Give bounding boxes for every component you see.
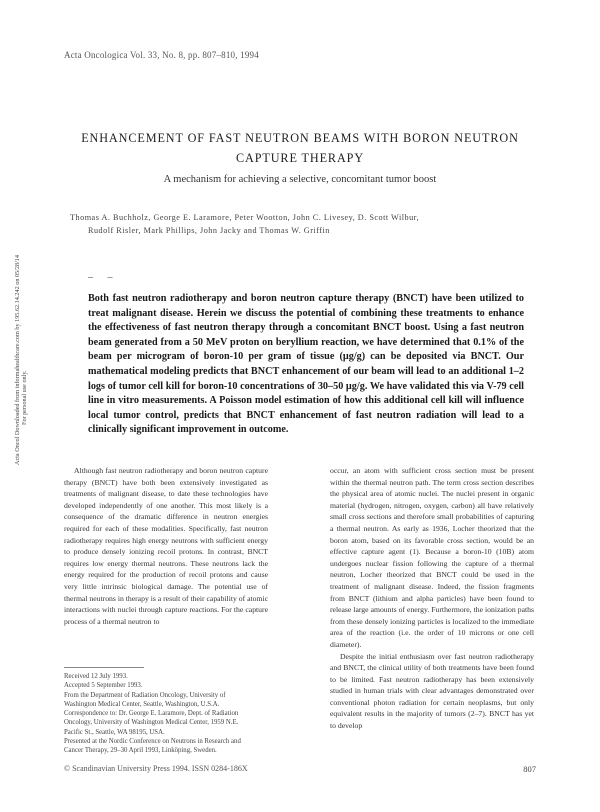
presentation-line: Presented at the Nordic Conference on Neutrons in Research and xyxy=(64,738,241,746)
body-paragraph: occur, an atom with sufficient cross section must be present within the thermal neutron path. The term cross section describes the physical area of atomic nuclei. The nuclei present in organic material (hydrogen, nitrogen, oxygen, carbon) all have relatively small cross sections and therefore small probabilities of capturing a thermal neutron. As early as 1936, Locher theorized that the boron atom, based on its favorable cross section, would be an effective capture agent (1). Because a boron-10 (10B) atom undergoes nuclear fission following the capture of a thermal neutron, Locher theorized that BNCT could be used in the treatment of malignant disease. Indeed, the fission fragments from BNCT (lithium and alpha particles) have been found to release large amounts of energy. Furthermore, the ionization paths from these densely ionizing particles is localized to the immediate area of the reaction (i.e. the order of 10 microns or one cell diameter). xyxy=(330,466,534,649)
page-number: 807 xyxy=(523,764,536,774)
article-title xyxy=(60,128,540,168)
body-paragraph: Despite the initial enthusiasm over fast neutron radiotherapy and BNCT, the clinical utility of both treatments have been found to be limited. Fast neutron radiotherapy has been extensively studied in human trials with clear advantages demonstrated over conventional photon radiation for certain neoplasms, but only equivalent results in the majority of tumors (2–7). BNCT has yet to develop xyxy=(330,651,534,731)
received-date: Received 12 July 1993. xyxy=(64,673,128,680)
footnote-rule xyxy=(64,667,144,668)
accepted-date: Accepted 5 September 1993. xyxy=(64,682,143,690)
body-column-right xyxy=(330,465,534,732)
publisher-footer: © Scandinavian University Press 1994. ISSN 0284-186X xyxy=(64,764,248,773)
affiliation-line: Washington Medical Center, Seattle, Washington, U.S.A. xyxy=(64,700,220,708)
journal-header: Acta Oncologica Vol. 33, No. 8, pp. 807–810, 1994 xyxy=(64,50,259,60)
body-column-left xyxy=(64,465,268,627)
section-separator: – – xyxy=(88,272,119,283)
correspondence-line: Oncology, University of Washington Medical Center, 1959 N.E. xyxy=(64,719,239,727)
download-watermark xyxy=(8,255,32,465)
footnotes xyxy=(64,667,276,756)
correspondence-line: Correspondence to: Dr. George E. Laramore, Dept. of Radiation xyxy=(64,710,239,718)
article-subtitle: A mechanism for achieving a selective, concomitant tumor boost xyxy=(163,174,437,185)
watermark-line-2: For personal use only. xyxy=(21,370,28,425)
affiliation-line: From the Department of Radiation Oncology, University of xyxy=(64,691,226,699)
authors-line-1: Thomas A. Buchholz, George E. Laramore, Peter Wootton, John C. Livesey, D. Scott Wilbur, xyxy=(70,213,420,222)
presentation-line: Cancer Therapy, 29–30 April 1993, Linköping, Sweden. xyxy=(64,747,217,755)
body-paragraph: Although fast neutron radiotherapy and boron neutron capture therapy (BNCT) have both been extensively investigated as treatments of malignant disease, to date these technologies have developed independently of one another. This most likely is a consequence of the dramatic difference in neutron energies required for each of these modalities. Specifically, fast neutron radiotherapy requires high energy neutrons with sufficient energy to produce densely ionizing recoil protons. In contrast, BNCT requires low energy thermal neutrons. These neutrons lack the energy required for the production of recoil protons and cause very little intrinsic biological damage. The potential use of thermal neutrons in therapy is a result of their capability of atomic interactions with nuclei through capture reactions. For the capture process of a thermal neutron to xyxy=(64,466,268,626)
authors-line-2: Rudolf Risler, Mark Phillips, John Jacky and Thomas W. Griffin xyxy=(88,226,330,235)
abstract: Both fast neutron radiotherapy and boron neutron capture therapy (BNCT) have been utilized to treat malignant disease. Herein we discuss the potential of combining these treatments to enhance the effectiveness of fast neutron therapy through a concomitant BNCT boost. Using a fast neutron beam generated from a 50 MeV proton on beryllium reaction, we have determined that 0.1% of the beam per microgram of boron-10 per gram of tissue (µg/g) can be deposited via BNCT. Our mathematical modeling predicts that BNCT enhancement of our beam will lead to an additional 1–2 logs of tumor cell kill for boron-10 concentrations of 30–50 µg/g. We have validated this via V-79 cell line in vitro measurements. A Poisson model estimation of how this additional cell kill will influence local tumor control, predicts that BNCT enhancement of fast neutron radiation will lead to a clinically significant improvement in outcome. xyxy=(88,293,524,436)
watermark-line-1: Acta Oncol Downloaded from informahealthcare.com by 195.62.14.242 on 05/28/14 xyxy=(14,255,21,465)
title-line-2: CAPTURE THERAPY xyxy=(235,151,365,165)
correspondence-line: Pacific St., Seattle, WA 98195, USA. xyxy=(64,728,165,736)
title-line-1: ENHANCEMENT OF FAST NEUTRON BEAMS WITH BORON NEUTRON xyxy=(81,131,519,145)
author-list xyxy=(70,211,540,237)
